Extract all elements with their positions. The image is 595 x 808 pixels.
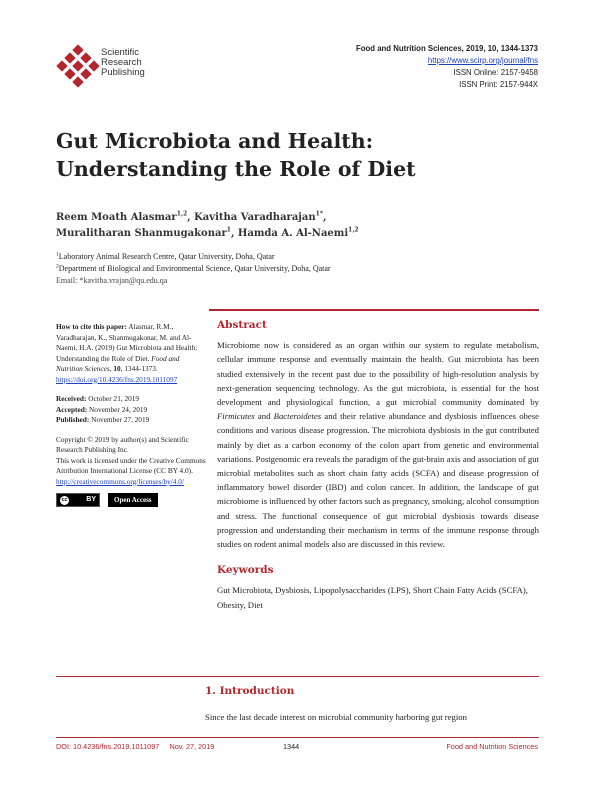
- publisher-logo-icon: [54, 44, 102, 92]
- footer-divider: [56, 737, 539, 738]
- abstract-italic-bacteroidetes: Bacteroidetes: [273, 411, 322, 422]
- citation-volume: 10: [113, 364, 121, 373]
- abstract-text: [217, 338, 539, 551]
- affiliation-2: [56, 263, 496, 275]
- author-name: Reem Moath Alasmar: [56, 212, 177, 223]
- journal-info: [356, 43, 538, 91]
- author-name: Hamda A. Al-Naemi: [237, 228, 349, 239]
- author-name: Muralitharan Shanmugakonar: [56, 228, 227, 239]
- footer-page-number: 1344: [283, 742, 300, 751]
- publisher-name-line3: Publishing: [101, 67, 145, 78]
- accepted-label: Accepted:: [56, 404, 88, 414]
- affiliation-1: [56, 251, 496, 263]
- license-text: This work is licensed under the Creative Commons Attribution International License (CC BY 4.0).: [56, 455, 206, 475]
- paper-title-line2: Understanding the Role of Diet: [56, 157, 416, 181]
- abstract-heading: Abstract: [217, 319, 267, 331]
- author-list: Reem Moath Alasmar$^{1,2}$, Kavitha Varadharajan$^{1*}$, Muralitharan Shanmugakonar$^1$, Hamda A. Al-Naemi$^{1,2}$: [56, 210, 359, 239]
- citation-pages: , 1344-1373.: [120, 364, 158, 373]
- paper-title-line1: Gut Microbiota and Health:: [56, 129, 374, 153]
- by-label: BY: [86, 495, 96, 503]
- license-link[interactable]: http://creativecommons.org/licenses/by/4.0/: [56, 476, 184, 486]
- abstract-section: [217, 318, 539, 612]
- abstract-text-part: Microbiome now is considered as an organ within our system to regulate metabolism, cellular immune response and eventually maintain the health. Gut microbiota has been studied extensively in the recent past due to the possibility of high-resolution analysis by next-generation sequencing technology. As the gut microbiota, is essential for the host development and physiological function, a gut microbial community dominated by: [217, 340, 539, 408]
- published-date: [56, 415, 206, 426]
- journal-citation: Food and Nutrition Sciences, 2019, 10, 1344-1373: [355, 44, 538, 53]
- abstract-italic-firmicutes: Firmicutes: [217, 411, 255, 422]
- published-value: November 27, 2019: [91, 415, 150, 424]
- citation-journal: Food and Nutrition Sciences: [56, 353, 180, 373]
- copyright-text: Copyright © 2019 by author(s) and Scientific Research Publishing Inc.: [56, 434, 189, 454]
- keywords-heading: Keywords: [217, 564, 274, 577]
- author-sup: 1*: [315, 210, 323, 218]
- abstract-text-part: and their relative abundance and dysbiosis influences obese conditions and various disease progression. The microbiota dysbiosis in the gut contributed mainly by diet as a carbon economy of the colon apart from genetic and environmental variations. Postgenomic era reveals the paradigm of the gut-brain axis and association of gut microbial metabolites such as short chain fatty acids (SCFA) and disease progression of inflammatory bowel disorder (IBD) and colon cancer. In addition, the landscape of gut microbiome is influenced by other factors such as pregnancy, smoking, alcohol consumption and stress. The functional consequence of gut microbial dysbiosis towards disease progression and understanding their mechanism in terms of the immune response through studies on rodent animal models also are discussed in this review.: [217, 411, 540, 550]
- corresponding-email[interactable]: Email: *kavitha.vrajan@qu.edu.qa: [56, 276, 168, 285]
- accepted-value: November 24, 2019: [89, 404, 148, 414]
- issn-online: ISSN Online: 2157-9458: [453, 68, 538, 77]
- cc-by-badge[interactable]: [56, 493, 100, 507]
- publisher-name: [101, 48, 145, 78]
- cc-icon: cc: [61, 496, 68, 503]
- citation-doi-link[interactable]: https://doi.org/10.4236/fns.2019.1011097: [56, 374, 178, 384]
- introduction-text: Since the last decade interest on microbial community harboring gut region: [205, 712, 467, 722]
- introduction-divider: [56, 676, 539, 677]
- publisher-name-line2: Research: [101, 57, 142, 68]
- affiliation-sup: 1: [56, 251, 59, 258]
- received-label: Received:: [56, 394, 87, 403]
- license-badges: [56, 493, 206, 507]
- issn-print: ISSN Print: 2157-944X: [459, 80, 538, 89]
- abstract-text-part: and: [254, 411, 274, 422]
- footer-doi: DOI: 10.4236/fns.2019.1011097 Nov. 27, 2019: [56, 742, 215, 751]
- accepted-date: [56, 405, 206, 416]
- author-name: Kavitha Varadharajan: [194, 212, 316, 223]
- affiliations: [56, 251, 496, 287]
- footer-journal: Food and Nutrition Sciences: [446, 742, 538, 751]
- affiliation-text: Laboratory Animal Research Centre, Qatar University, Doha, Qatar: [58, 252, 275, 261]
- citation-block: How to cite this paper: Alasmar, R.M., Varadharajan, K., Shanmugakonar, M. and Al-Naemi, H.A. (2019) Gut Microbiota and Health: Understanding the Role of Diet. Food and Nutrition Sciences, 10, 1344-1373. https://doi.org/10.4236/fns.2019.1011097: [56, 322, 198, 384]
- abstract-divider: [209, 309, 539, 311]
- affiliation-text: Department of Biological and Environmental Science, Qatar University, Doha, Qatar: [58, 264, 331, 273]
- author-sup: 1,2: [176, 210, 188, 218]
- published-label: Published:: [56, 415, 90, 424]
- keywords-text: Gut Microbiota, Dysbiosis, Lipopolysaccharides (LPS), Short Chain Fatty Acids (SCFA), Obesity, Diet: [217, 585, 528, 610]
- author-sup: 1,2: [348, 226, 359, 234]
- affiliation-sup: 2: [56, 263, 59, 270]
- publisher-name-line1: Scientific: [101, 47, 140, 58]
- citation-label: How to cite this paper:: [56, 322, 127, 331]
- introduction-heading: 1. Introduction: [205, 685, 295, 697]
- author-sup: 1: [226, 226, 231, 234]
- journal-url-link[interactable]: https://www.scirp.org/journal/fns: [427, 56, 538, 65]
- paper-title: [56, 127, 536, 183]
- open-access-badge: Open Access: [108, 493, 158, 507]
- citation-text: Alasmar, R.M., Varadharajan, K., Shanmugakonar, M. and Al-Naemi, H.A. (2019) Gut Microbiota and Health: Understanding the Role of Diet.: [56, 322, 198, 363]
- received-date: [56, 394, 206, 405]
- received-value: October 21, 2019: [88, 394, 140, 403]
- sidebar: [56, 322, 206, 507]
